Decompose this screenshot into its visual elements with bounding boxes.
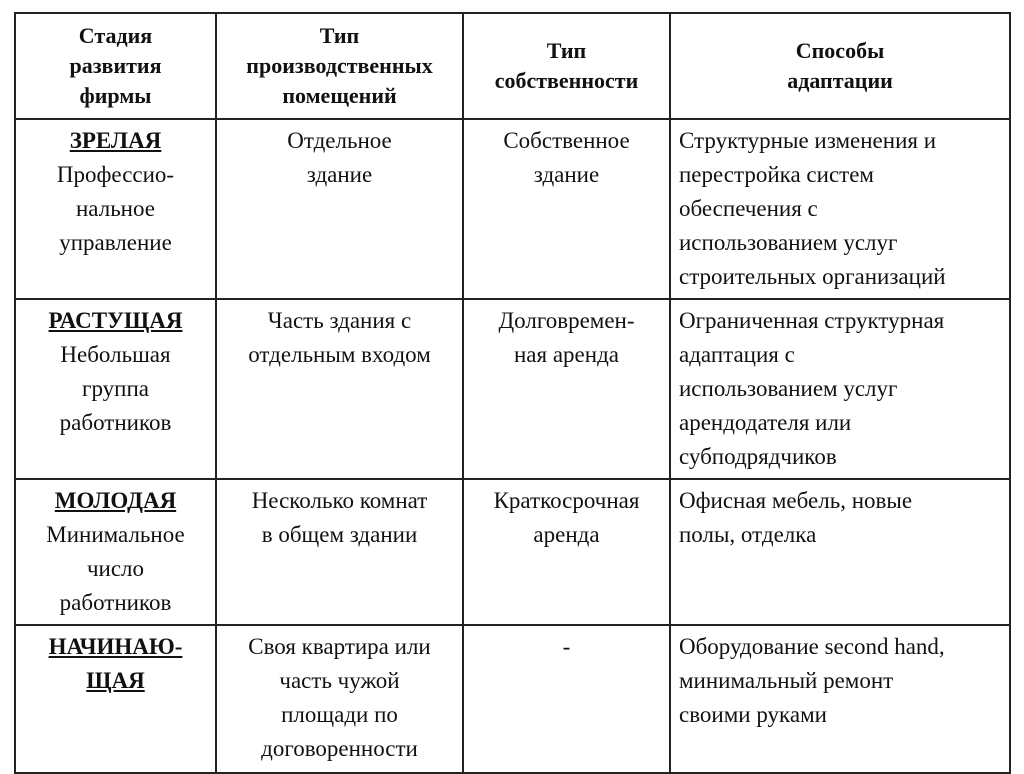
stage-name: РАСТУЩАЯ	[48, 308, 183, 333]
header-adaptation: Способы адаптации	[670, 13, 1010, 119]
header-premises: Тип производственных помещений	[216, 13, 463, 119]
header-stage: Стадия развития фирмы	[15, 13, 216, 119]
adaptation-cell: Оборудование second hand, минимальный ремонт своими руками	[670, 625, 1010, 773]
table-row	[15, 299, 1010, 479]
ownership-cell: -	[463, 625, 670, 773]
stage-cell	[15, 119, 216, 299]
header-row	[15, 13, 1010, 119]
stage-name: ЗРЕЛАЯ	[69, 128, 162, 153]
premises-cell: Несколько комнат в общем здании	[216, 479, 463, 625]
stage-name: МОЛОДАЯ	[54, 488, 177, 513]
stage-description: Небольшая группа работников	[59, 342, 172, 435]
stage-cell	[15, 299, 216, 479]
stage-name: НАЧИНАЮ- ЩАЯ	[48, 634, 183, 693]
stage-description: Профессио- нальное управление	[56, 162, 175, 255]
premises-cell: Своя квартира или часть чужой площади по договоренности	[216, 625, 463, 773]
header-ownership: Тип собственности	[463, 13, 670, 119]
adaptation-cell: Офисная мебель, новые полы, отделка	[670, 479, 1010, 625]
ownership-cell: Краткосрочная аренда	[463, 479, 670, 625]
ownership-cell: Долговремен- ная аренда	[463, 299, 670, 479]
premises-cell: Часть здания с отдельным входом	[216, 299, 463, 479]
stage-description: Минимальное число работников	[46, 522, 185, 615]
firm-development-table	[14, 12, 1011, 774]
adaptation-cell: Структурные изменения и перестройка систем обеспечения с использованием услуг строительных организаций	[670, 119, 1010, 299]
premises-cell: Отдельное здание	[216, 119, 463, 299]
table-row	[15, 625, 1010, 773]
table-row	[15, 479, 1010, 625]
table-row	[15, 119, 1010, 299]
adaptation-cell: Ограниченная структурная адаптация с использованием услуг арендодателя или субподрядчиков	[670, 299, 1010, 479]
ownership-cell: Собственное здание	[463, 119, 670, 299]
stage-cell	[15, 625, 216, 773]
stage-cell	[15, 479, 216, 625]
